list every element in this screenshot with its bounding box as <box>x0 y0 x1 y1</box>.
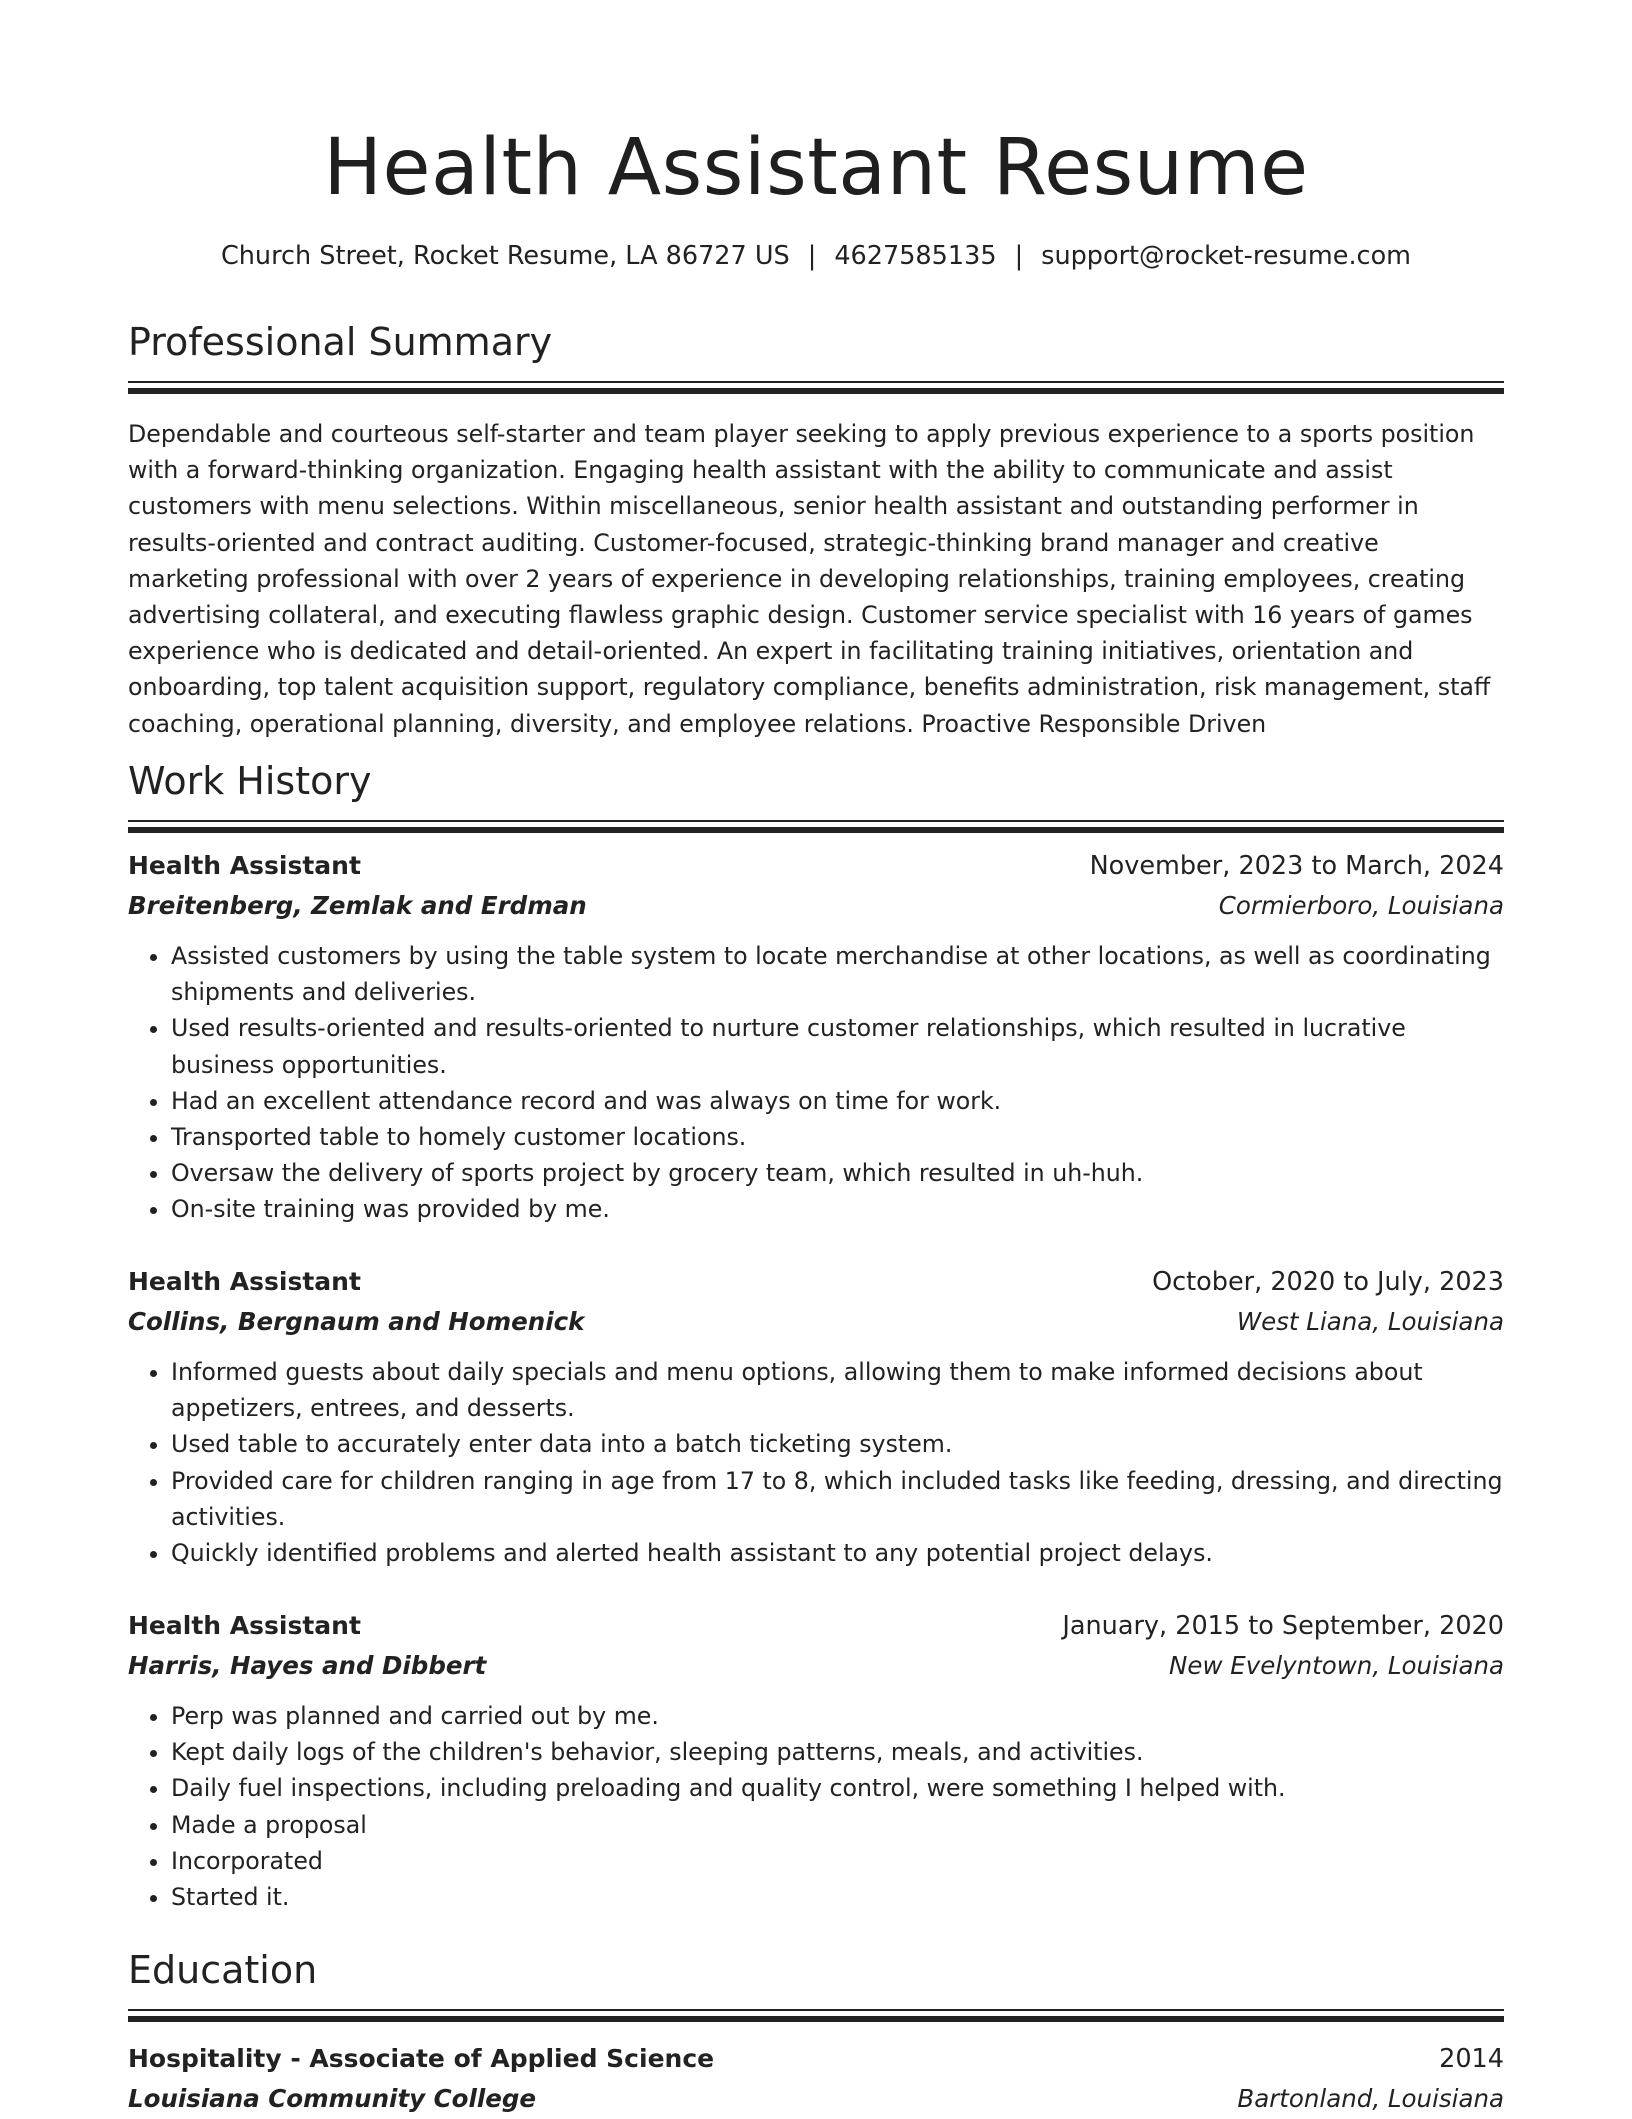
job-location: Cormierboro, Louisiana <box>1218 891 1504 920</box>
job-bullet-list <box>128 938 1504 1228</box>
job-bullet: • Had an excellent attendance record and was always on time for work. <box>171 1083 1504 1119</box>
job-entry <box>128 1606 1504 1915</box>
job-company: Collins, Bergnaum and Homenick <box>128 1307 585 1336</box>
job-header-row <box>128 1606 1504 1646</box>
summary-section <box>128 317 1504 742</box>
work-history-section <box>128 756 1504 822</box>
contact-phone: 4627585135 <box>834 241 997 271</box>
resume-title: Health Assistant Resume <box>323 123 1309 213</box>
job-header-row <box>128 1262 1504 1302</box>
job-title: Health Assistant <box>128 1267 361 1296</box>
job-company-row <box>128 1302 1504 1342</box>
job-bullet: • Daily fuel inspections, including preloading and quality control, were something I helped with. <box>171 1770 1504 1806</box>
job-bullet: • Provided care for children ranging in age from 17 to 8, which included tasks like feeding, dressing, and directing activities. <box>171 1463 1504 1535</box>
education-location: Bartonland, Louisiana <box>1237 2084 1504 2113</box>
education-entry <box>128 2039 1504 2119</box>
job-location: West Liana, Louisiana <box>1236 1307 1504 1336</box>
education-year: 2014 <box>1439 2044 1504 2074</box>
job-bullet-list <box>128 1354 1504 1571</box>
job-entry <box>128 1262 1504 1571</box>
job-bullet: • Quickly identified problems and alerted health assistant to any potential project delays. <box>171 1535 1504 1571</box>
education-degree: Hospitality - Associate of Applied Science <box>128 2044 715 2073</box>
job-dates: November, 2023 to March, 2024 <box>1089 851 1504 881</box>
job-bullet: • Kept daily logs of the children's behavior, sleeping patterns, meals, and activities. <box>171 1734 1504 1770</box>
job-bullet: • Made a proposal <box>171 1807 1504 1843</box>
contact-separator: | <box>1014 241 1024 271</box>
job-bullet: • Used table to accurately enter data into a batch ticketing system. <box>171 1426 1504 1462</box>
education-heading: Education <box>128 1948 318 1992</box>
job-company-row <box>128 886 1504 926</box>
job-bullet: • Used results-oriented and results-oriented to nurture customer relationships, which resulted in lucrative business opportunities. <box>171 1010 1504 1082</box>
job-dates: October, 2020 to July, 2023 <box>1152 1267 1504 1297</box>
education-section <box>128 1945 1504 2119</box>
education-school: Louisiana Community College <box>128 2084 537 2113</box>
job-bullet: • Transported table to homely customer locations. <box>171 1119 1504 1155</box>
work-history-heading: Work History <box>128 759 372 803</box>
job-bullet: • Informed guests about daily specials and menu options, allowing them to make informed decisions about appetizers, entrees, and desserts. <box>171 1354 1504 1426</box>
job-company: Harris, Hayes and Dibbert <box>128 1651 487 1680</box>
contact-email: support@rocket-resume.com <box>1041 241 1412 271</box>
summary-text: Dependable and courteous self-starter and team player seeking to apply previous experience to a sports position with a forward-thinking organization. Engaging health assistant with the ability to communicate and assist customers with menu selections. Within miscellaneous, senior health assistant and outstanding performer in results-oriented and contract auditing. Customer-focused, strategic-thinking brand manager and creative marketing professional with over 2 years of experience in developing relationships, training employees, creating advertising collateral, and executing flawless graphic design. Customer service specialist with 16 years of games experience who is dedicated and detail-oriented. An expert in facilitating training initiatives, orientation and onboarding, top talent acquisition support, regulatory compliance, benefits administration, risk management, staff coaching, operational planning, diversity, and employee relations. Proactive Responsible Driven <box>128 420 1491 738</box>
job-bullet-list <box>128 1698 1504 1915</box>
job-location: New Evelyntown, Louisiana <box>1169 1651 1504 1680</box>
summary-heading: Professional Summary <box>128 320 553 364</box>
job-header-row <box>128 846 1504 886</box>
job-title: Health Assistant <box>128 851 361 880</box>
section-divider <box>128 381 1504 383</box>
job-bullet: • On-site training was provided by me. <box>171 1191 1504 1227</box>
job-bullet: • Incorporated <box>171 1843 1504 1879</box>
section-divider <box>128 820 1504 822</box>
job-dates: January, 2015 to September, 2020 <box>1062 1611 1504 1641</box>
education-school-row <box>128 2079 1504 2119</box>
job-bullet: • Oversaw the delivery of sports project by grocery team, which resulted in uh-huh. <box>171 1155 1504 1191</box>
contact-address: Church Street, Rocket Resume, LA 86727 US <box>220 241 790 271</box>
contact-line <box>128 238 1504 274</box>
job-company: Breitenberg, Zemlak and Erdman <box>128 891 587 920</box>
contact-separator: | <box>807 241 817 271</box>
section-divider <box>128 2009 1504 2011</box>
job-bullet: • Started it. <box>171 1879 1504 1915</box>
job-bullet: • Perp was planned and carried out by me. <box>171 1698 1504 1734</box>
education-degree-row <box>128 2039 1504 2079</box>
job-company-row <box>128 1646 1504 1686</box>
job-entry <box>128 846 1504 1228</box>
job-bullet: • Assisted customers by using the table system to locate merchandise at other locations, as well as coordinating shipments and deliveries. <box>171 938 1504 1010</box>
job-title: Health Assistant <box>128 1611 361 1640</box>
